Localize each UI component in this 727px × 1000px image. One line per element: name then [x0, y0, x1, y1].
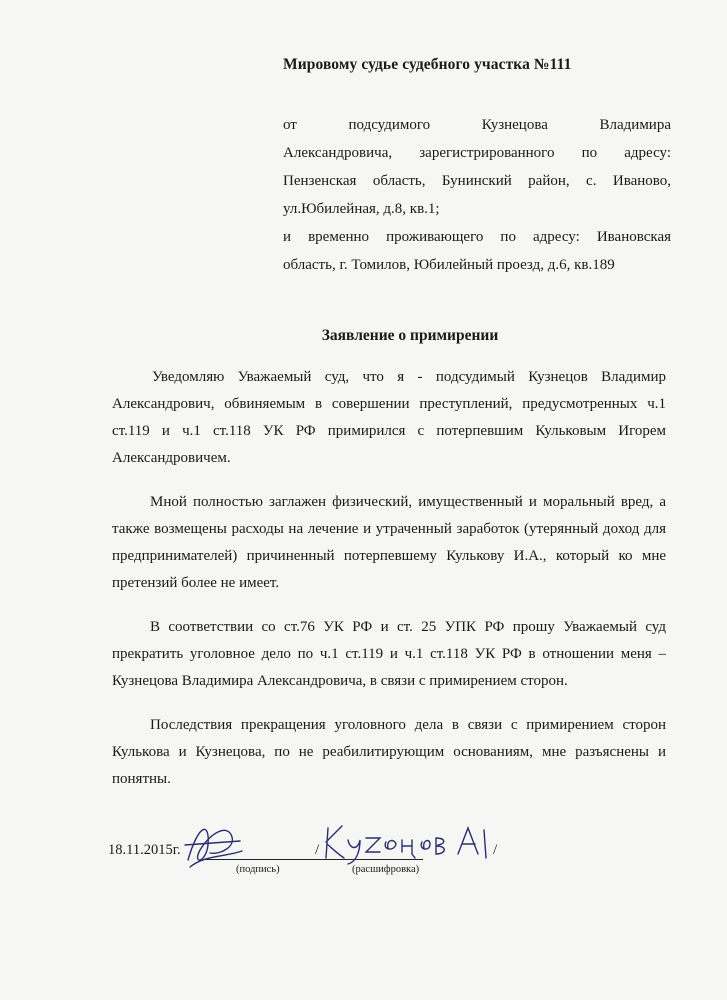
sender-line: и временно проживающего по адресу: Ивановская [283, 229, 671, 245]
paragraph: Уведомляю Уважаемый суд, что я - подсудимый Кузнецов Владимир Александрович, обвиняемым в совершении преступлений, предусмотренных ч.1 ст.119 и ч.1 ст.118 УК РФ примирился с потерпевшим Кульковым Игорем Александровичем. [112, 369, 666, 466]
document-title: Заявление о примирении [321, 327, 499, 344]
document-body [112, 364, 666, 810]
handwritten-signature [180, 815, 250, 875]
signature-date: 18.11.2015г. [108, 842, 181, 858]
sender-line: ул.Юбилейная, д.8, кв.1; [283, 201, 440, 217]
addressee: Мировому судье судебного участка №111 [283, 56, 572, 73]
sender-line: от подсудимого Кузнецова Владимира [283, 117, 671, 133]
sender-line: Александровича, зарегистрированного по адресу: [283, 145, 671, 161]
paragraph: Последствия прекращения уголовного дела в связи с примирением сторон Кулькова и Кузнецова, по не реабилитирующим основаниям, мне разъяснены и понятны. [112, 717, 666, 787]
handwritten-name [318, 820, 503, 865]
separator-slash: / [315, 842, 320, 858]
sender-line: Пензенская область, Бунинский район, с. Иваново, [283, 173, 671, 189]
sender-line: область, г. Томилов, Юбилейный проезд, д.6, кв.189 [283, 257, 615, 273]
sender-block [283, 111, 671, 279]
separator-slash: / [493, 842, 498, 858]
paragraph: В соответствии со ст.76 УК РФ и ст. 25 УПК РФ прошу Уважаемый суд прекратить уголовное дело по ч.1 ст.119 и ч.1 ст.118 УК РФ в отношении меня – Кузнецова Владимира Александровича, в связи с примирением сторон. [112, 619, 666, 689]
decoding-caption: (расшифровка) [352, 864, 420, 875]
paragraph: Мной полностью заглажен физический, имущественный и моральный вред, а также возмещены расходы на лечение и утраченный заработок (утерянный доход для предпринимателей) причиненный потерпевшему Кулькову И.А., который ко мне претензий более не имеет. [112, 494, 666, 591]
signature-caption: (подпись) [236, 864, 280, 875]
